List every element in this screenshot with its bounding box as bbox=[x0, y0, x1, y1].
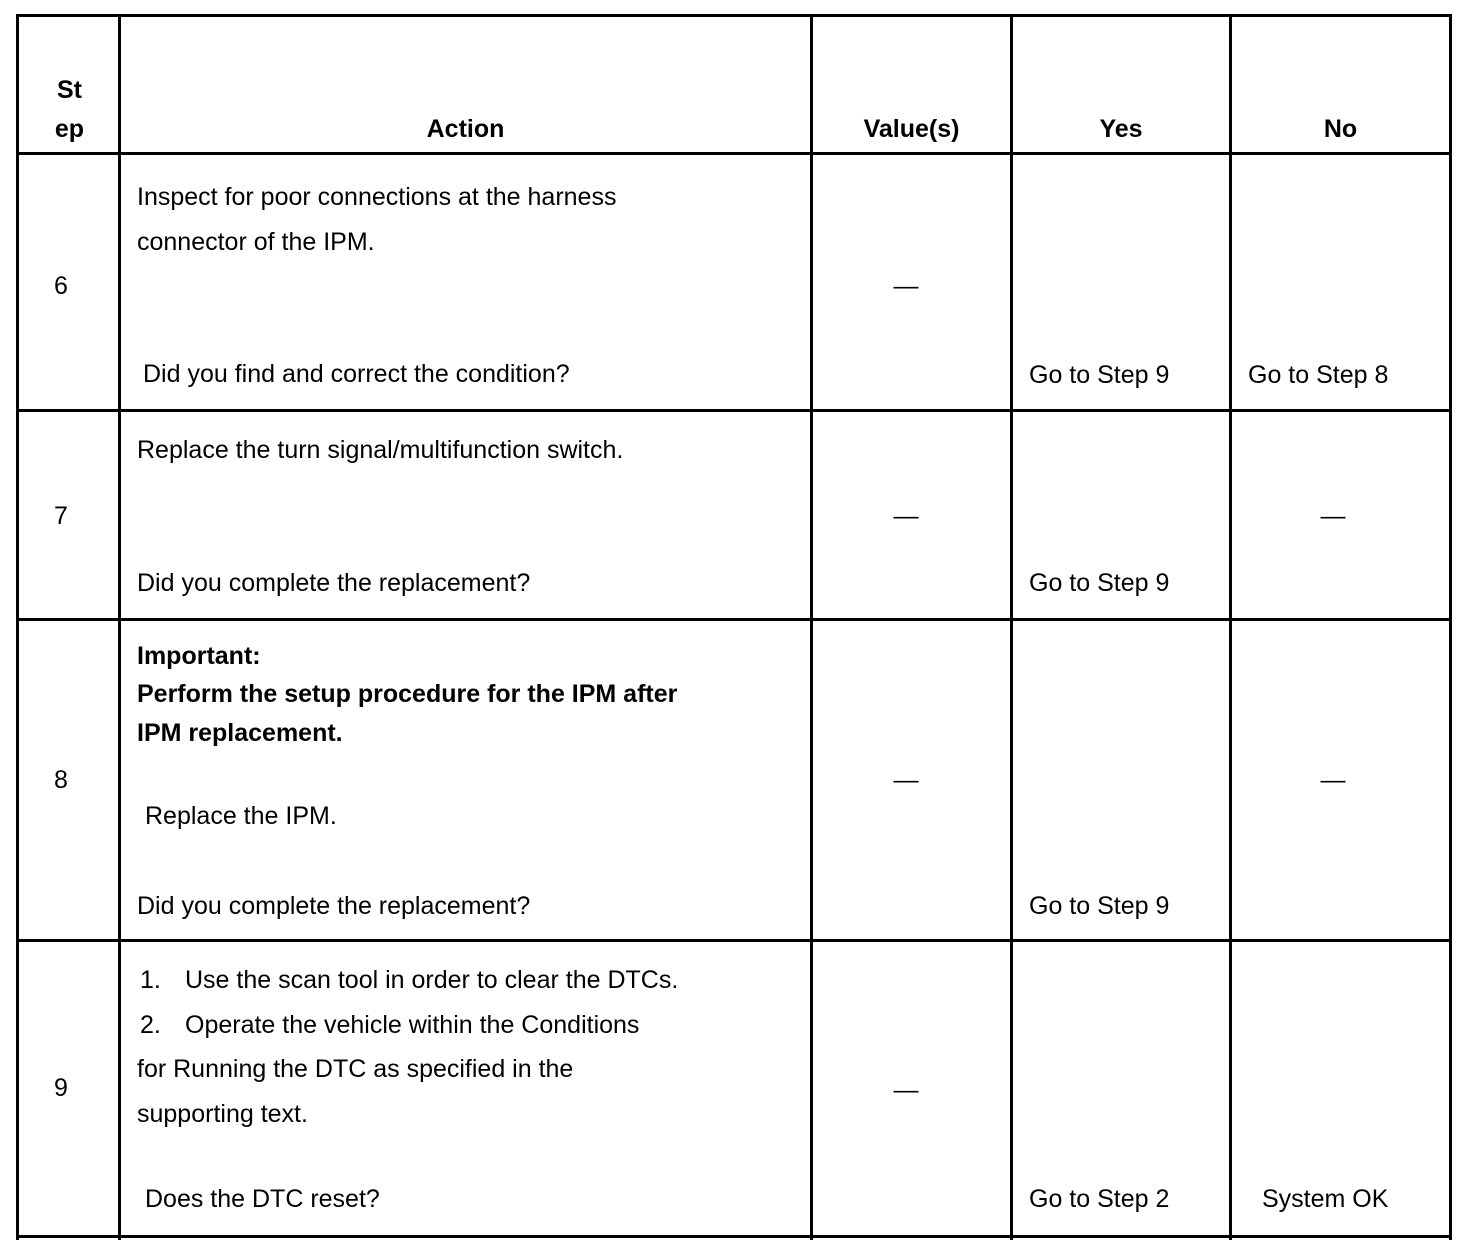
table-divider-step bbox=[118, 14, 121, 1240]
list-item-number: 1. bbox=[140, 966, 161, 994]
header-step-line1: St bbox=[57, 76, 82, 104]
table-divider-values bbox=[1010, 14, 1013, 1240]
header-no: No bbox=[1323, 115, 1358, 143]
row-divider-6 bbox=[16, 409, 1452, 412]
header-values: Value(s) bbox=[863, 115, 960, 143]
table-border-top bbox=[16, 14, 1452, 17]
action-question: Did you find and correct the condition? bbox=[143, 360, 570, 388]
important-label: Important: bbox=[137, 642, 261, 670]
action-question: Did you complete the replacement? bbox=[137, 569, 531, 597]
action-question: Did you complete the replacement? bbox=[137, 892, 531, 920]
row-divider-header bbox=[16, 152, 1452, 155]
header-action: Action bbox=[426, 115, 505, 143]
list-item-text: for Running the DTC as specified in the bbox=[137, 1055, 574, 1083]
list-item-text: Operate the vehicle within the Conditions bbox=[185, 1011, 640, 1039]
table-border-right bbox=[1449, 14, 1452, 1240]
table-border-bottom bbox=[16, 1235, 1452, 1238]
step-number: 8 bbox=[54, 766, 68, 794]
action-question: Does the DTC reset? bbox=[145, 1185, 380, 1213]
value-cell: — bbox=[893, 766, 919, 794]
list-item-text: Use the scan tool in order to clear the DTCs. bbox=[185, 966, 679, 994]
step-number: 7 bbox=[54, 502, 68, 530]
yes-cell: Go to Step 9 bbox=[1029, 569, 1170, 597]
no-cell: — bbox=[1320, 502, 1346, 530]
yes-cell: Go to Step 9 bbox=[1029, 892, 1170, 920]
value-cell: — bbox=[893, 1076, 919, 1104]
step-number: 9 bbox=[54, 1074, 68, 1102]
header-step-line2: ep bbox=[54, 115, 85, 143]
yes-cell: Go to Step 9 bbox=[1029, 361, 1170, 389]
action-text: Replace the turn signal/multifunction switch. bbox=[137, 436, 624, 464]
important-note: Perform the setup procedure for the IPM after bbox=[137, 680, 678, 708]
value-cell: — bbox=[893, 272, 919, 300]
action-text: connector of the IPM. bbox=[137, 228, 375, 256]
header-yes: Yes bbox=[1099, 115, 1143, 143]
action-text: Inspect for poor connections at the harness bbox=[137, 183, 617, 211]
value-cell: — bbox=[893, 502, 919, 530]
no-cell: System OK bbox=[1262, 1185, 1389, 1213]
action-text: Replace the IPM. bbox=[145, 802, 337, 830]
list-item-number: 2. bbox=[140, 1011, 161, 1039]
list-item-text: supporting text. bbox=[137, 1100, 308, 1128]
step-number: 6 bbox=[54, 272, 68, 300]
no-cell: Go to Step 8 bbox=[1248, 361, 1389, 389]
row-divider-7 bbox=[16, 618, 1452, 621]
table-divider-action bbox=[810, 14, 813, 1240]
important-note: IPM replacement. bbox=[137, 719, 343, 747]
table-border-left bbox=[16, 14, 19, 1240]
no-cell: — bbox=[1320, 766, 1346, 794]
table-divider-yes bbox=[1229, 14, 1232, 1240]
yes-cell: Go to Step 2 bbox=[1029, 1185, 1170, 1213]
row-divider-8 bbox=[16, 939, 1452, 942]
